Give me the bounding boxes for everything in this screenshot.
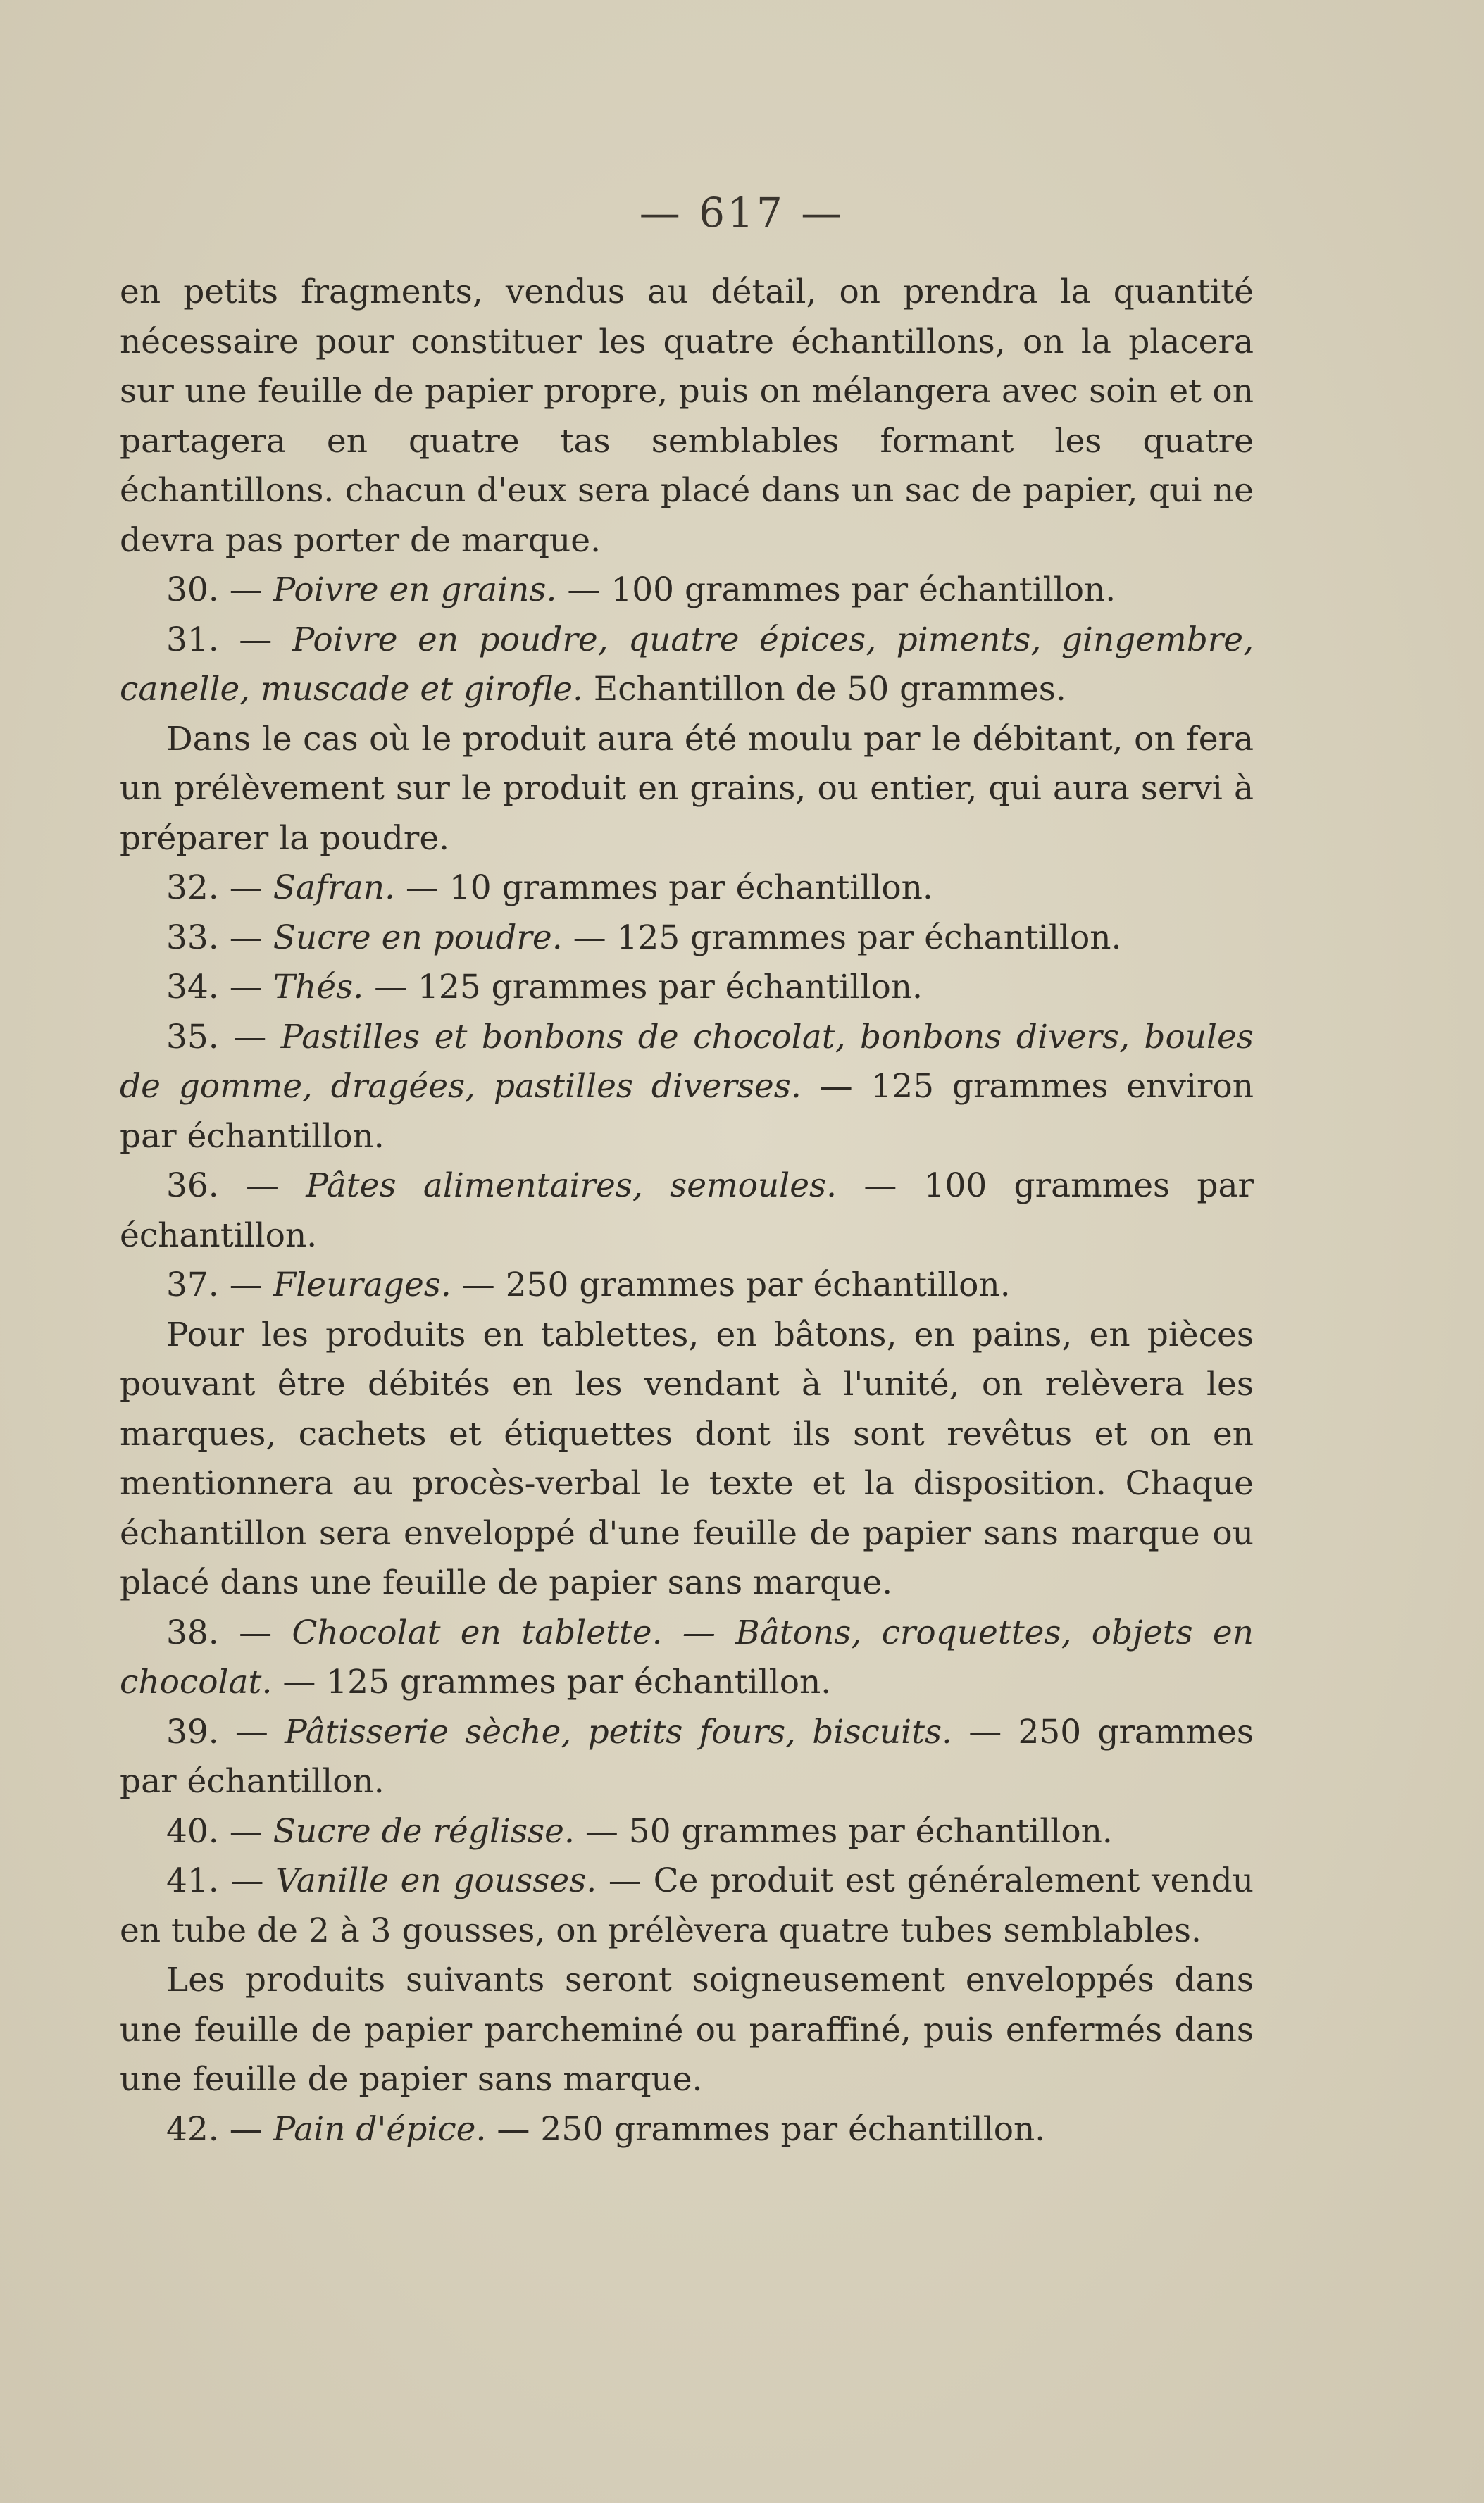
item-34: 34. — Thés. — 125 grammes par échantillon.: [166, 968, 923, 1006]
item-40: 40. — Sucre de réglisse. — 50 grammes par échantillon.: [166, 1811, 1113, 1851]
item-39: 39. — Pâtisserie sèche, petits fours, biscuits. — 250 grammes par échantillon.: [120, 1712, 1254, 1801]
item-41: 41. — Vanille en gousses. — Ce produit est généralement vendu en tube de 2 à 3 gousses, on prélèvera quatre tubes semblables.: [120, 1861, 1254, 1950]
item-number: 36.: [166, 1166, 219, 1205]
item-number: 42.: [166, 2109, 219, 2149]
item-number: 33.: [166, 918, 219, 957]
item-heading: Poivre en grains.: [273, 570, 557, 609]
item-text: — 10 grammes par échantillon.: [394, 868, 933, 907]
item-38: 38. — Chocolat en tablette. — Bâtons, croquettes, objets en chocolat. — 125 grammes par échantillon.: [120, 1613, 1254, 1702]
item-number: 38.: [166, 1613, 219, 1652]
item-text: — 125 grammes par échantillon.: [562, 918, 1122, 957]
item-42: 42. — Pain d'épice. — 250 grammes par échantillon.: [166, 2109, 1046, 2149]
item-text: — 250 grammes par échantillon.: [120, 1712, 1254, 1801]
paragraph: Pour les produits en tablettes, en bâtons, en pains, en pièces pouvant être débités en les vendant à l'unité, on relèvera les marques, cachets et étiquettes dont ils sont revêtus et on en mentionnera au procès-verbal le texte et la disposition. Chaque échantillon sera enveloppé d'une feuille de papier sans marque ou placé dans une feuille de papier sans marque.: [120, 1315, 1254, 1602]
paragraph: Les produits suivants seront soigneusement enveloppés dans une feuille de papier parcheminé ou paraffiné, puis enfermés dans une feuille de papier sans marque.: [120, 1961, 1254, 2099]
item-text: — 125 grammes par échantillon.: [363, 968, 923, 1006]
item-heading: Pain d'épice.: [273, 2109, 487, 2149]
page-number: — 617 —: [639, 189, 845, 237]
item-text: Echantillon de 50 grammes.: [582, 670, 1066, 709]
item-heading: Sucre de réglisse.: [273, 1811, 575, 1851]
paragraph-continued: en petits fragments, vendus au détail, on prendra la quantité nécessaire pour constituer les quatre échantillons, on la placera sur une feuille de papier propre, puis on mélangera avec soin et on partagera en quatre tas semblables formant les quatre échantillons. chacun d'eux sera placé dans un sac de papier, qui ne devra pas porter de marque.: [120, 273, 1254, 560]
item-number: 39.: [166, 1712, 219, 1752]
item-37: 37. — Fleurages. — 250 grammes par échantillon.: [166, 1266, 1011, 1304]
item-heading: Chocolat en tablette. — Bâtons, croquettes, objets en chocolat.: [120, 1613, 1254, 1702]
item-number: 32.: [166, 868, 219, 907]
item-32: 32. — Safran. — 10 grammes par échantillon.: [166, 868, 933, 907]
item-heading: Thés.: [273, 968, 364, 1006]
body-text: [120, 268, 1254, 2154]
item-text: — 250 grammes par échantillon.: [486, 2109, 1046, 2149]
item-text: — 125 grammes environ par échantillon.: [120, 1067, 1254, 1156]
item-heading: Poivre en poudre, quatre épices, piments, gingembre, canelle, muscade et girofle.: [120, 620, 1254, 709]
item-text: — 100 grammes par échantillon.: [556, 570, 1116, 609]
item-text: — 100 grammes par échantillon.: [120, 1166, 1254, 1255]
item-30: 30. — Poivre en grains. — 100 grammes par échantillon.: [166, 570, 1116, 609]
item-heading: Pastilles et bonbons de chocolat, bonbons divers, boules de gomme, dragées, pastilles diverses.: [120, 1017, 1254, 1106]
item-35: 35. — Pastilles et bonbons de chocolat, bonbons divers, boules de gomme, dragées, pastilles diverses. — 125 grammes environ par échantillon.: [120, 1017, 1254, 1156]
item-number: 31.: [166, 620, 219, 659]
item-text: — 50 grammes par échantillon.: [574, 1811, 1113, 1851]
item-text: — 125 grammes par échantillon.: [272, 1663, 832, 1702]
item-36: 36. — Pâtes alimentaires, semoules. — 100 grammes par échantillon.: [120, 1166, 1254, 1255]
item-33: 33. — Sucre en poudre. — 125 grammes par échantillon.: [166, 918, 1122, 957]
item-31: 31. — Poivre en poudre, quatre épices, piments, gingembre, canelle, muscade et girofle. Echantillon de 50 grammes.: [120, 620, 1254, 709]
paragraph: Dans le cas où le produit aura été moulu par le débitant, on fera un prélèvement sur le produit en grains, ou entier, qui aura servi à préparer la poudre.: [120, 719, 1254, 858]
item-number: 30.: [166, 570, 219, 609]
item-heading: Sucre en poudre.: [273, 918, 563, 957]
item-heading: Pâtes alimentaires, semoules.: [306, 1166, 837, 1205]
item-heading: Vanille en gousses.: [275, 1861, 597, 1900]
item-text: — 250 grammes par échantillon.: [451, 1266, 1011, 1304]
item-number: 35.: [166, 1017, 219, 1056]
item-text: — Ce produit est généralement vendu en tube de 2 à 3 gousses, on prélèvera quatre tubes semblables.: [120, 1861, 1254, 1950]
item-number: 41.: [166, 1861, 219, 1900]
item-number: 34.: [166, 968, 219, 1006]
item-number: 40.: [166, 1811, 219, 1851]
item-heading: Safran.: [273, 868, 395, 907]
item-number: 37.: [166, 1266, 219, 1304]
item-heading: Pâtisserie sèche, petits fours, biscuits.: [285, 1712, 953, 1752]
item-heading: Fleurages.: [273, 1266, 451, 1304]
